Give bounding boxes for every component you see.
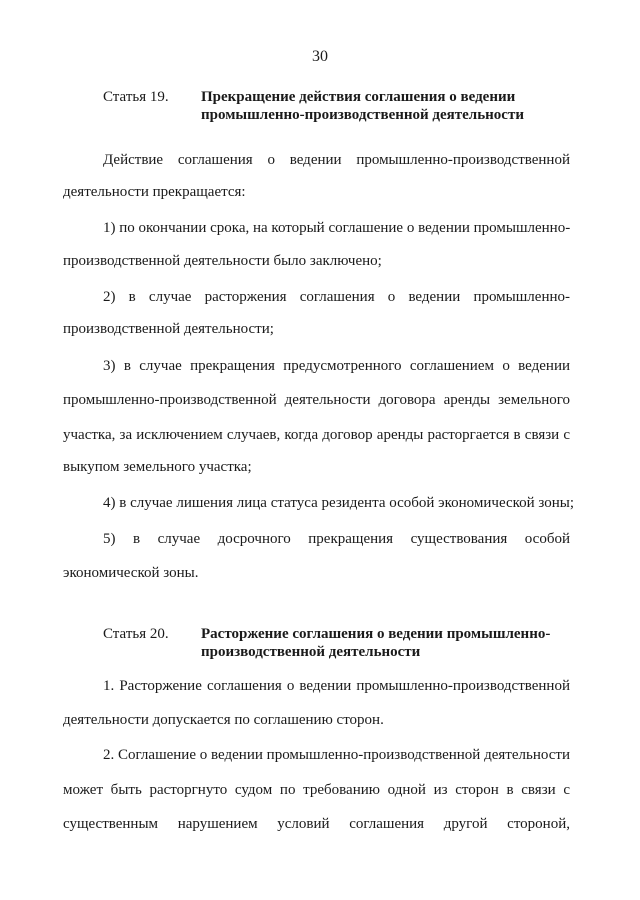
article-20-heading bbox=[103, 625, 561, 661]
page-number: 30 bbox=[312, 48, 328, 65]
article-20-clause-2-line-2: может быть расторгнуто судом по требованию одной из сторон в связи с bbox=[63, 782, 570, 798]
article-19-item-5-line-1: 5) в случае досрочного прекращения существования особой bbox=[103, 531, 570, 547]
article-20-clause-2-line-1: 2. Соглашение о ведении промышленно-производственной деятельности bbox=[103, 747, 570, 763]
article-19-title-line-1: Прекращение действия соглашения о ведении bbox=[201, 89, 516, 105]
article-20-label: Статья 20. bbox=[103, 626, 169, 642]
article-19-item-1-line-1: 1) по окончании срока, на который соглашение о ведении промышленно- bbox=[103, 220, 571, 236]
article-19-intro-line-1: Действие соглашения о ведении промышленно-производственной bbox=[103, 152, 570, 168]
article-19-label: Статья 19. bbox=[103, 89, 169, 105]
article-20-title-line-2: производственной деятельности bbox=[201, 644, 421, 660]
article-20-clause-2-line-3: существенным нарушением условий соглашения другой стороной, bbox=[63, 816, 570, 832]
article-19-title bbox=[201, 88, 561, 124]
article-19-heading bbox=[103, 88, 561, 124]
article-19-item-2-line-2: производственной деятельности; bbox=[63, 321, 274, 337]
article-19-item-3-line-4: выкупом земельного участка; bbox=[63, 459, 252, 475]
article-19-item-3-line-2: промышленно-производственной деятельности договора аренды земельного bbox=[63, 392, 570, 408]
article-19-item-2-line-1: 2) в случае расторжения соглашения о ведении промышленно- bbox=[103, 289, 570, 305]
article-19-title-line-2: промышленно-производственной деятельности bbox=[201, 107, 524, 123]
article-19-item-3-line-1: 3) в случае прекращения предусмотренного соглашением о ведении bbox=[103, 358, 570, 374]
article-19-item-5-line-2: экономической зоны. bbox=[63, 565, 199, 581]
article-20-clause-1-line-1: 1. Расторжение соглашения о ведении промышленно-производственной bbox=[103, 678, 570, 694]
article-19-item-4-line-1: 4) в случае лишения лица статуса резидента особой экономической зоны; bbox=[103, 495, 575, 511]
article-20-title-line-1: Расторжение соглашения о ведении промышленно- bbox=[201, 626, 551, 642]
article-19-item-3-line-3: участка, за исключением случаев, когда договор аренды расторгается в связи с bbox=[63, 427, 570, 443]
article-19-intro-line-2: деятельности прекращается: bbox=[63, 184, 246, 200]
article-20-title bbox=[201, 625, 561, 661]
article-19-item-1-line-2: производственной деятельности было заключено; bbox=[63, 253, 382, 269]
article-20-clause-1-line-2: деятельности допускается по соглашению сторон. bbox=[63, 712, 384, 728]
